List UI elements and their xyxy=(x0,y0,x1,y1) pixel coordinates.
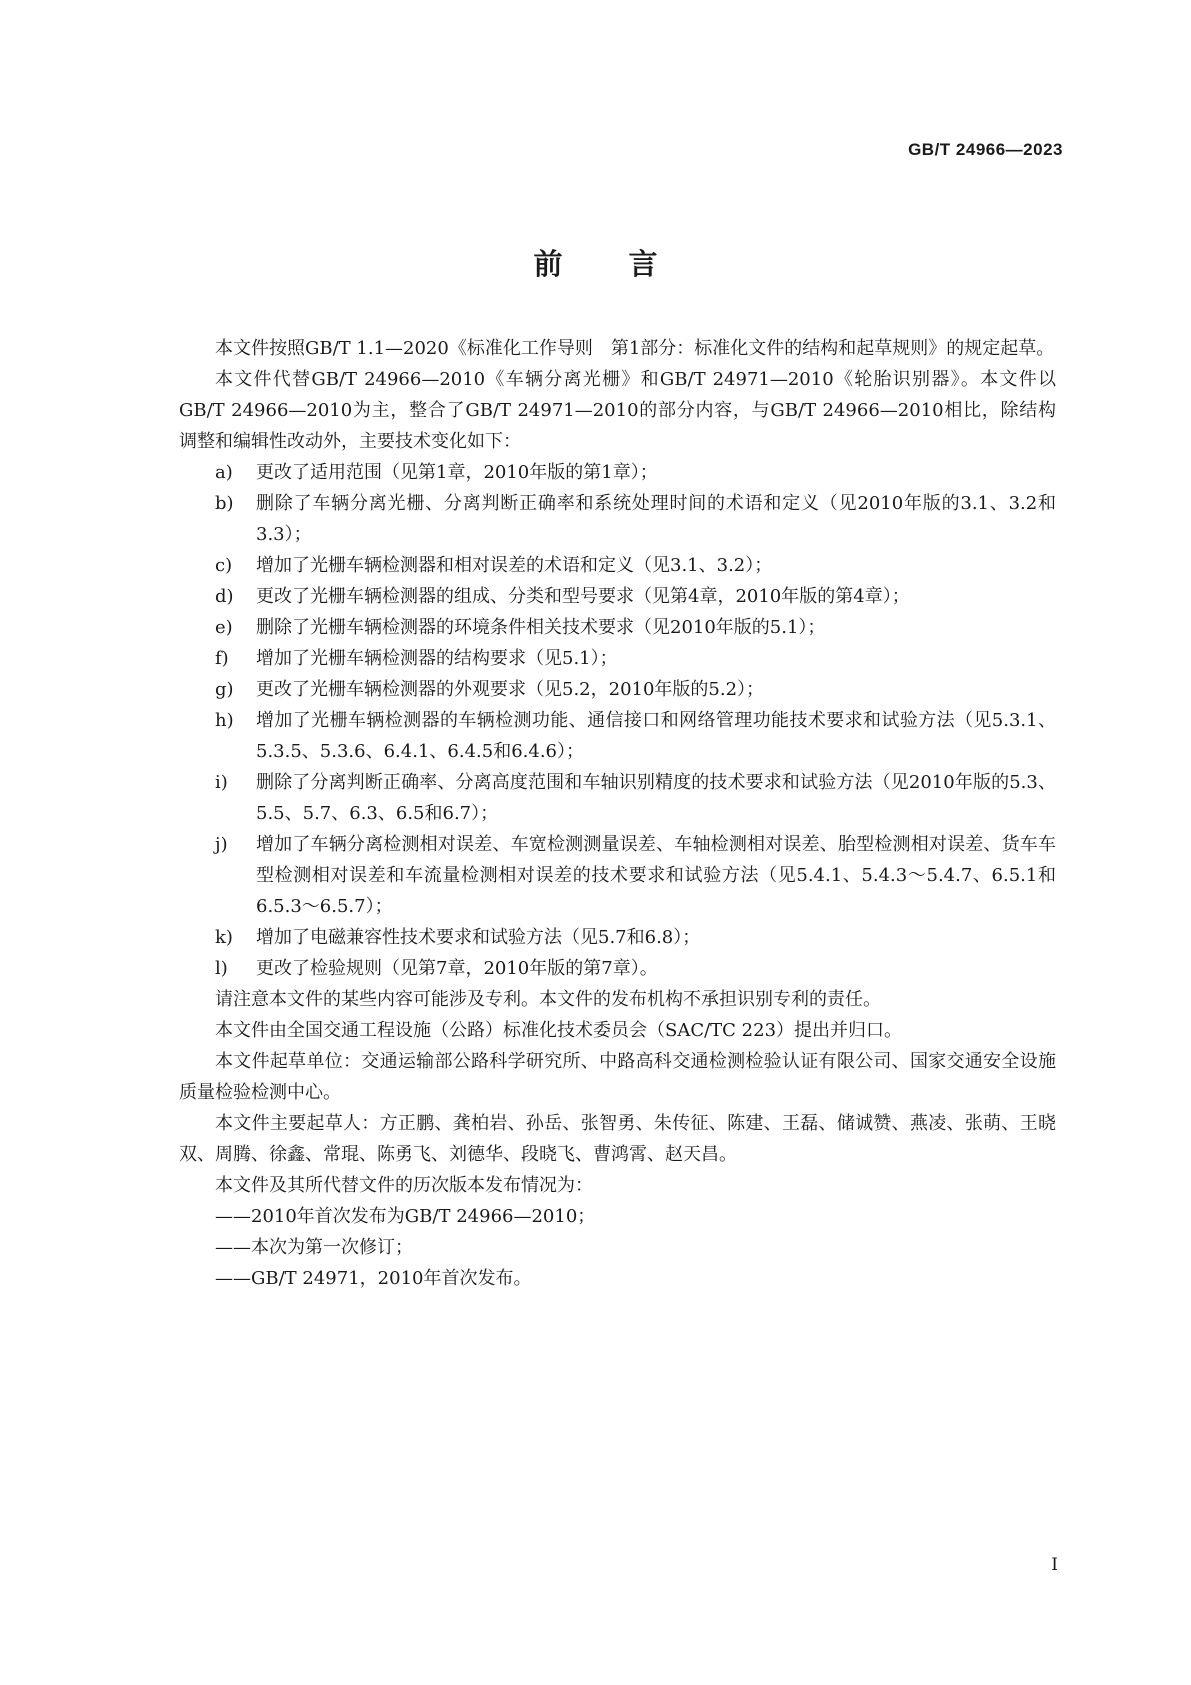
list-marker: f) xyxy=(215,648,229,669)
history-item: ——2010年首次发布为GB/T 24966—2010； xyxy=(215,1206,596,1227)
list-item-text: 更改了检验规则（见第7章，2010年版的第7章）。 xyxy=(256,958,658,979)
page-title: 前言 xyxy=(533,247,724,281)
list-marker: a) xyxy=(215,462,233,483)
list-item-text: 增加了车辆分离检测相对误差、车宽检测测量误差、车轴检测相对误差、胎型检测相对误差、货车车型检测相对误差和车流量检测相对误差的技术要求和试验方法（见5.4.1、5.4.3～5.4.7、6.5.1和6.5.3～6.5.7）； xyxy=(256,834,1056,917)
list-item xyxy=(179,674,1056,705)
list-item xyxy=(179,488,1056,550)
paragraph-drafting-units: 本文件起草单位：交通运输部公路科学研究所、中路高科交通检测检验认证有限公司、国家交通安全设施质量检验检测中心。 xyxy=(179,1051,1056,1103)
list-item xyxy=(179,643,1056,674)
list-item xyxy=(179,829,1056,922)
list-item xyxy=(179,457,1056,488)
list-marker: b) xyxy=(215,493,234,514)
paragraph-history-intro: 本文件及其所代替文件的历次版本发布情况为： xyxy=(215,1175,593,1196)
paragraph-patent: 请注意本文件的某些内容可能涉及专利。本文件的发布机构不承担识别专利的责任。 xyxy=(215,989,881,1010)
page-number: I xyxy=(1051,1555,1058,1575)
list-item xyxy=(179,550,1056,581)
document-body xyxy=(179,333,1056,1294)
history-item: ——GB/T 24971，2010年首次发布。 xyxy=(215,1268,532,1289)
list-marker: e) xyxy=(215,617,233,638)
list-item xyxy=(179,612,1056,643)
list-item-text: 删除了光栅车辆检测器的环境条件相关技术要求（见2010年版的5.1）； xyxy=(256,617,826,638)
list-item xyxy=(179,922,1056,953)
list-marker: l) xyxy=(215,958,228,979)
list-item-text: 删除了分离判断正确率、分离高度范围和车轴识别精度的技术要求和试验方法（见2010年版的5.3、5.5、5.7、6.3、6.5和6.7）； xyxy=(256,772,1056,824)
list-item-text: 增加了电磁兼容性技术要求和试验方法（见5.7和6.8）； xyxy=(256,927,701,948)
list-item xyxy=(179,705,1056,767)
list-marker: j) xyxy=(215,834,228,855)
list-marker: c) xyxy=(215,555,233,576)
list-item-text: 增加了光栅车辆检测器和相对误差的术语和定义（见3.1、3.2）； xyxy=(256,555,773,576)
list-item-text: 更改了光栅车辆检测器的外观要求（见5.2，2010年版的5.2）； xyxy=(256,679,765,700)
list-marker: i) xyxy=(215,772,228,793)
list-item-text: 增加了光栅车辆检测器的结构要求（见5.1）； xyxy=(256,648,618,669)
list-item-text: 更改了适用范围（见第1章，2010年版的第1章）； xyxy=(256,462,658,483)
standard-number: GB/T 24966—2023 xyxy=(908,140,1063,159)
paragraph-committee: 本文件由全国交通工程设施（公路）标准化技术委员会（SAC/TC 223）提出并归口。 xyxy=(215,1020,903,1041)
history-list xyxy=(179,1201,1056,1294)
list-marker: h) xyxy=(215,710,234,731)
list-marker: k) xyxy=(215,927,233,948)
list-item-text: 更改了光栅车辆检测器的组成、分类和型号要求（见第4章，2010年版的第4章）； xyxy=(256,586,910,607)
list-item xyxy=(179,581,1056,612)
list-item-text: 增加了光栅车辆检测器的车辆检测功能、通信接口和网络管理功能技术要求和试验方法（见5.3.1、5.3.5、5.3.6、6.4.1、6.4.5和6.4.6）； xyxy=(256,710,1056,762)
list-marker: d) xyxy=(215,586,234,607)
paragraph-replacement: 本文件代替GB/T 24966—2010《车辆分离光栅》和GB/T 24971—2010《轮胎识别器》。本文件以GB/T 24966—2010为主，整合了GB/T 24971—2010的部分内容，与GB/T 24966—2010相比，除结构调整和编辑性改动外，主要技术变化如下： xyxy=(179,369,1056,452)
list-item-text: 删除了车辆分离光栅、分离判断正确率和系统处理时间的术语和定义（见2010年版的3.1、3.2和3.3）； xyxy=(256,493,1056,545)
list-marker: g) xyxy=(215,679,234,700)
paragraph-drafting-rules: 本文件按照GB/T 1.1—2020《标准化工作导则 第1部分：标准化文件的结构和起草规则》的规定起草。 xyxy=(215,338,1055,359)
history-item: ——本次为第一次修订； xyxy=(215,1237,413,1258)
paragraph-drafters: 本文件主要起草人：方正鹏、龚柏岩、孙岳、张智勇、朱传征、陈建、王磊、储诚赞、燕凌、张萌、王晓双、周腾、徐鑫、常琨、陈勇飞、刘德华、段晓飞、曹鸿霄、赵天昌。 xyxy=(179,1113,1056,1165)
list-item xyxy=(179,767,1056,829)
changes-list xyxy=(179,457,1056,984)
list-item xyxy=(179,953,1056,984)
